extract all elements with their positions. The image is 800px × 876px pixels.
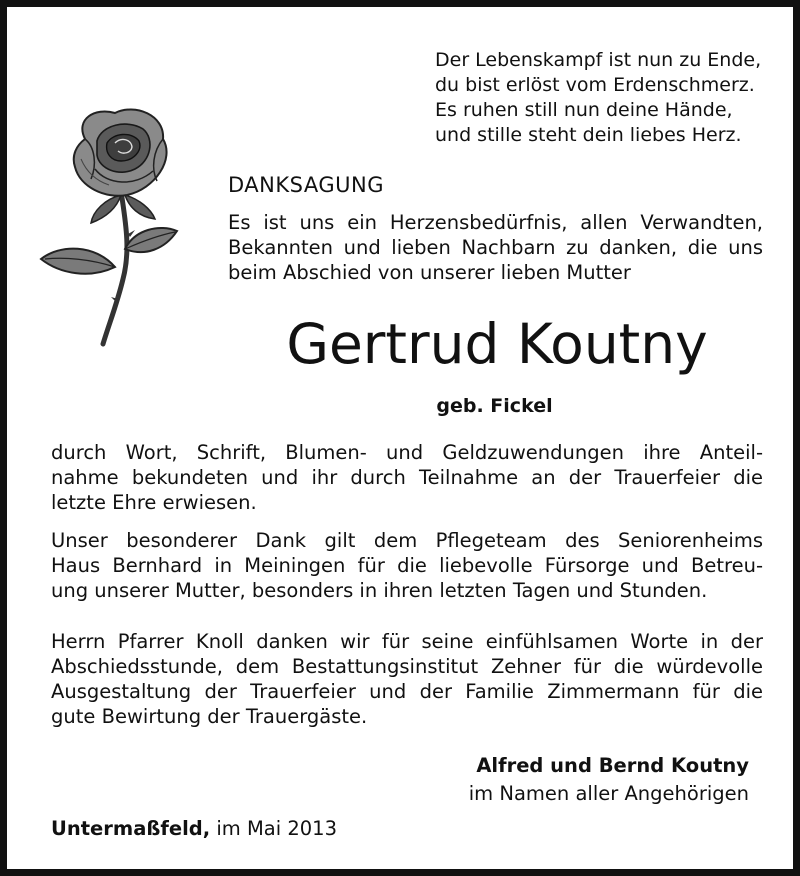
intro-line: Es ist uns ein Herzensbedürfnis, allen Verwandten, — [228, 211, 763, 234]
heading: DANKSAGUNG — [228, 173, 384, 197]
poem-line: und stille steht dein liebes Herz. — [435, 124, 742, 146]
care-thanks-paragraph — [51, 528, 763, 603]
place-town: Untermaßfeld, — [51, 817, 211, 840]
signer-subtitle: im Namen aller Angehörigen — [468, 782, 749, 805]
paragraph-line: Haus Bernhard in Meiningen für die liebevolle Fürsorge und Betreu- — [51, 554, 763, 577]
intro-paragraph — [228, 210, 763, 285]
rose-sepal — [125, 195, 155, 219]
paragraph-line: Unser besonderer Dank gilt dem Pflegeteam des Seniorenheims — [51, 529, 763, 552]
rose-icon — [35, 99, 185, 349]
place-date-text: im Mai 2013 — [216, 817, 337, 840]
poem-line: Es ruhen still nun deine Hände, — [435, 99, 733, 121]
rose-leaf — [41, 249, 115, 274]
paragraph-line: ung unserer Mutter, besonders in ihren letzten Tagen und Stunden. — [51, 579, 708, 602]
thanks-paragraph — [51, 440, 763, 515]
pastor-thanks-paragraph — [51, 629, 763, 729]
poem-line: Der Lebenskampf ist nun zu Ende, — [435, 49, 762, 71]
paragraph-line: nahme bekundeten und ihr durch Teilnahme an der Trauerfeier die — [51, 466, 763, 489]
signer-names: Alfred und Bernd Koutny — [476, 754, 749, 777]
signature-block — [469, 752, 749, 808]
paragraph-line: Abschiedsstunde, dem Bestattungsinstitut Zehner für die würdevolle — [51, 655, 763, 678]
paragraph-line: gute Bewirtung der Trauergäste. — [51, 705, 368, 728]
paragraph-line: durch Wort, Schrift, Blumen- und Geldzuwendungen ihre Anteil- — [51, 441, 763, 464]
birth-name: geb. Fickel — [436, 395, 553, 417]
paragraph-line: Ausgestaltung der Trauerfeier und der Familie Zimmermann für die — [51, 680, 763, 703]
poem — [435, 48, 775, 148]
paragraph-line: letzte Ehre erwiesen. — [51, 491, 257, 514]
paragraph-line: Herrn Pfarrer Knoll danken wir für seine einfühlsamen Worte in der — [51, 630, 763, 653]
intro-line: Bekannten und lieben Nachbarn zu danken, die uns — [228, 236, 763, 259]
intro-line: beim Abschied von unserer lieben Mutter — [228, 261, 631, 284]
poem-line: du bist erlöst vom Erdenschmerz. — [435, 74, 755, 96]
place-date — [51, 817, 337, 840]
rose-sepal — [91, 195, 121, 223]
deceased-name: Gertrud Koutny — [286, 312, 708, 376]
